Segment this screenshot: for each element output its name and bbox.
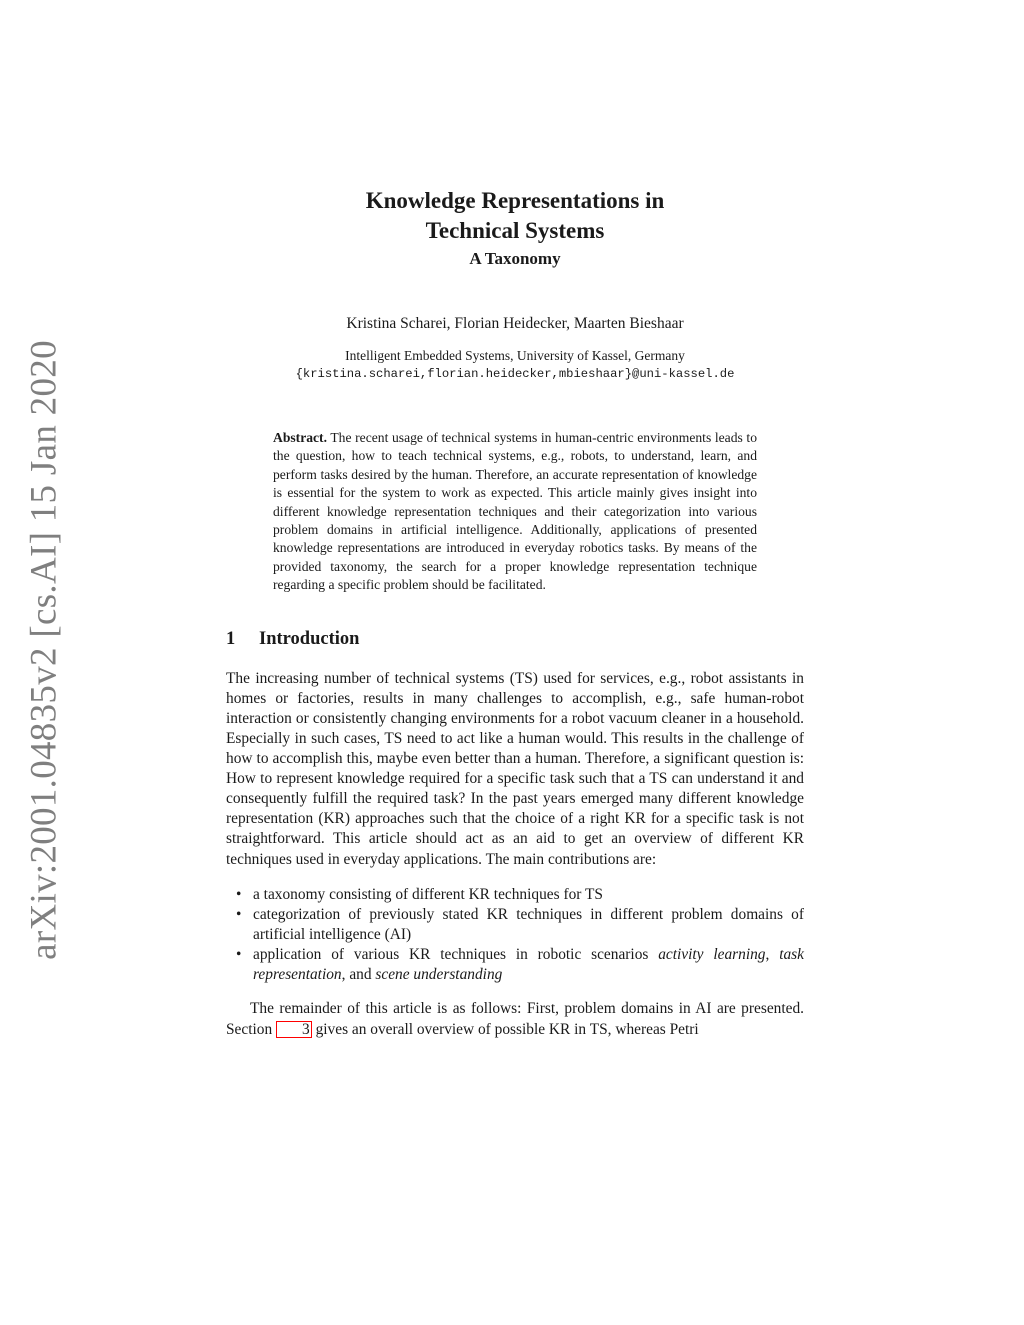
paper-title xyxy=(226,186,804,246)
author-list: Kristina Scharei, Florian Heidecker, Maarten Bieshaar xyxy=(346,315,684,332)
author-emails: {kristina.scharei,florian.heidecker,mbieshaar}@uni-kassel.de xyxy=(295,367,735,381)
abstract-label: Abstract. xyxy=(273,430,327,445)
title-line-2: Technical Systems xyxy=(425,218,605,243)
term-task-representation: task representation xyxy=(253,946,804,984)
paragraph-text: gives an overall overview of possible KR in TS, whereas Petri xyxy=(311,1020,699,1038)
bullet-icon: • xyxy=(236,906,242,924)
section-title: Introduction xyxy=(259,628,360,649)
term-scene-understanding: scene understanding xyxy=(375,966,503,984)
affiliation: Intelligent Embedded Systems, University of Kassel, Germany xyxy=(345,348,685,363)
intro-paragraph-2 xyxy=(226,999,804,1039)
paragraph-text: The remainder of this article is as follows: First, problem domains in AI are presented. Section xyxy=(226,1000,804,1038)
section-reference-link[interactable]: 3 xyxy=(276,1021,312,1038)
section-heading-introduction xyxy=(226,629,804,650)
term-activity-learning: activity learning xyxy=(658,946,766,964)
contribution-text: application of various KR techniques in robotic scenarios xyxy=(253,946,659,964)
separator: , xyxy=(765,946,780,964)
separator: , and xyxy=(341,966,376,984)
arxiv-identifier: arXiv:2001.04835v2 [cs.AI] 15 Jan 2020 xyxy=(23,340,65,960)
intro-paragraph-1: The increasing number of technical systems (TS) used for services, e.g., robot assistants in homes or factories, results in many challenges to accomplish, e.g., safe human-robot interaction or consistently changing environments for a robot vacuum cleaner in a household. Especially in such cases, TS need to act like a human would. This results in the challenge of how to accomplish this, maybe even better than a human. Therefore, a significant question is: How to represent knowledge required for a specific task such that a TS can understand it and consequently fulfill the required task? In the past years emerged many different knowledge representation (KR) approaches such that the choice of a right KR for a specific task is not straightforward. This article should act as an aid to get an overview of different KR techniques used in everyday applications. The main contributions are: xyxy=(226,669,804,868)
paper-page xyxy=(226,186,804,1055)
contribution-text: a taxonomy consisting of different KR techniques for TS xyxy=(253,885,603,903)
contributions-list xyxy=(226,885,804,985)
list-item xyxy=(236,905,804,945)
contribution-text: categorization of previously stated KR techniques in different problem domains of artificial intelligence (AI) xyxy=(253,906,804,944)
bullet-icon: • xyxy=(236,885,242,903)
title-line-1: Knowledge Representations in xyxy=(365,188,665,213)
list-item xyxy=(236,945,804,985)
abstract-text: The recent usage of technical systems in human-centric environments leads to the question, how to teach technical systems, e.g., robots, to understand, learn, and perform tasks desired by the human. Therefore, an accurate representation of knowledge is essential for the system to work as expected. This article mainly gives insight into different knowledge representation techniques and their categorization into various problem domains in artificial intelligence. Additionally, applications of presented knowledge representations are introduced in everyday robotics tasks. By means of the provided taxonomy, the search for a proper knowledge representation technique regarding a specific problem should be facilitated. xyxy=(273,430,757,593)
section-number: 1 xyxy=(226,628,236,649)
list-item xyxy=(236,885,804,905)
bullet-icon: • xyxy=(236,946,242,964)
paper-subtitle: A Taxonomy xyxy=(469,249,561,268)
abstract xyxy=(273,429,757,595)
